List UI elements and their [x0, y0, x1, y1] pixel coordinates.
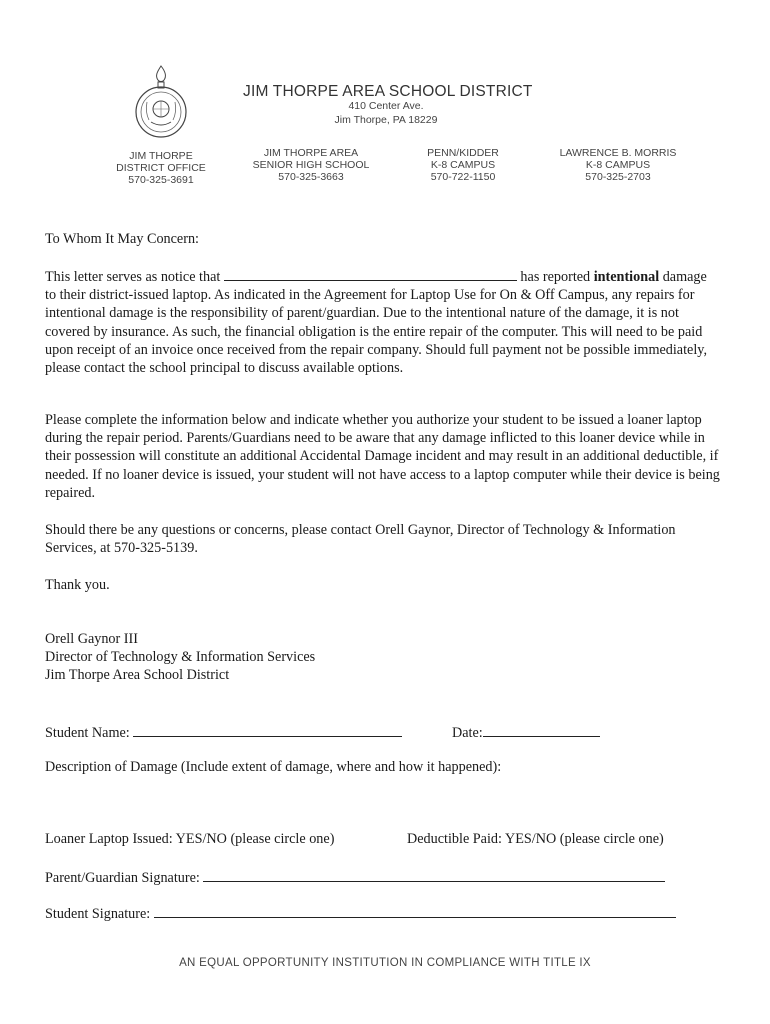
student-signature-row	[45, 903, 720, 923]
notice-after-blank: has reported	[520, 269, 591, 285]
address-line-2: Jim Thorpe, PA 18229	[334, 114, 438, 126]
student-blank-line[interactable]	[224, 266, 517, 281]
office-lawrence-morris	[548, 147, 688, 183]
signer-org: Jim Thorpe Area School District	[45, 667, 230, 683]
loaner-label[interactable]: Loaner Laptop Issued: YES/NO (please circle one)	[45, 831, 335, 847]
office-phone: 570-325-3663	[278, 171, 344, 183]
district-seal-logo	[133, 62, 189, 144]
student-signature-field[interactable]	[154, 903, 676, 918]
paragraph-contact: Should there be any questions or concerns, please contact Orell Gaynor, Director of Technology & Information Services, at 570-325-5139.	[45, 522, 676, 557]
description-label: Description of Damage (Include extent of damage, where and how it happened):	[45, 759, 502, 775]
parent-signature-label: Parent/Guardian Signature:	[45, 870, 200, 886]
office-name: PENN/KIDDER	[427, 147, 499, 159]
student-name-field[interactable]	[133, 722, 402, 737]
description-field[interactable]	[45, 780, 720, 820]
office-subname: SENIOR HIGH SCHOOL	[252, 159, 370, 171]
date-field[interactable]	[483, 722, 600, 737]
student-name-row	[45, 722, 425, 742]
date-row	[452, 722, 612, 742]
notice-bold-word: intentional	[593, 269, 660, 285]
signer-title: Director of Technology & Information Services	[45, 649, 316, 665]
student-signature-label: Student Signature:	[45, 906, 151, 922]
office-phone: 570-325-2703	[585, 171, 651, 183]
parent-signature-row	[45, 867, 720, 887]
parent-signature-field[interactable]	[203, 867, 665, 882]
office-penn-kidder	[393, 147, 533, 183]
district-name: JIM THORPE AREA SCHOOL DISTRICT	[243, 83, 533, 100]
date-label: Date:	[452, 725, 483, 741]
office-name: LAWRENCE B. MORRIS	[559, 147, 677, 159]
office-subname: DISTRICT OFFICE	[116, 162, 206, 174]
office-name: JIM THORPE	[129, 150, 193, 162]
signer-name: Orell Gaynor III	[45, 631, 138, 647]
closing: Thank you.	[45, 577, 110, 593]
notice-rest: damage to their district-issued laptop. As indicated in the Agreement for Laptop Use for On & Off Campus, any repairs for intentional damage is the responsibility of parent/guardian. Due to the intentional nature of the damage, it is not covered by insurance. As such, the financial obligation is the entire repair of the computer. This will need to be paid upon receipt of an invoice once received from the repair company. Should full payment not be possible immediately, please contact the school principal to discuss available options.	[45, 269, 708, 377]
paragraph-loaner: Please complete the information below and indicate whether you authorize your student to be issued a loaner laptop during the repair period. Parents/Guardians need to be aware that any damage inflicted to this loaner device while in their possession will constitute an additional Accidental Damage incident and may result in an additional deductible, if needed. If no loaner device is issued, your student will not have access to a laptop computer while their device is being repaired.	[45, 412, 720, 501]
salutation: To Whom It May Concern:	[45, 231, 199, 247]
student-name-label: Student Name:	[45, 725, 130, 741]
notice-lead: This letter serves as notice that	[45, 269, 221, 285]
address-line-1: 410 Center Ave.	[348, 100, 424, 112]
office-name: JIM THORPE AREA	[263, 147, 359, 159]
office-district	[91, 150, 231, 186]
office-phone: 570-722-1150	[430, 171, 496, 183]
office-subname: K-8 CAMPUS	[585, 159, 651, 171]
office-senior-high	[241, 147, 381, 183]
deductible-label[interactable]: Deductible Paid: YES/NO (please circle one)	[407, 831, 664, 847]
paragraph-notice	[45, 266, 720, 377]
office-phone: 570-325-3691	[128, 174, 194, 186]
office-subname: K-8 CAMPUS	[430, 159, 496, 171]
footer-equal-opportunity: AN EQUAL OPPORTUNITY INSTITUTION IN COMPLIANCE WITH TITLE IX	[179, 957, 591, 969]
